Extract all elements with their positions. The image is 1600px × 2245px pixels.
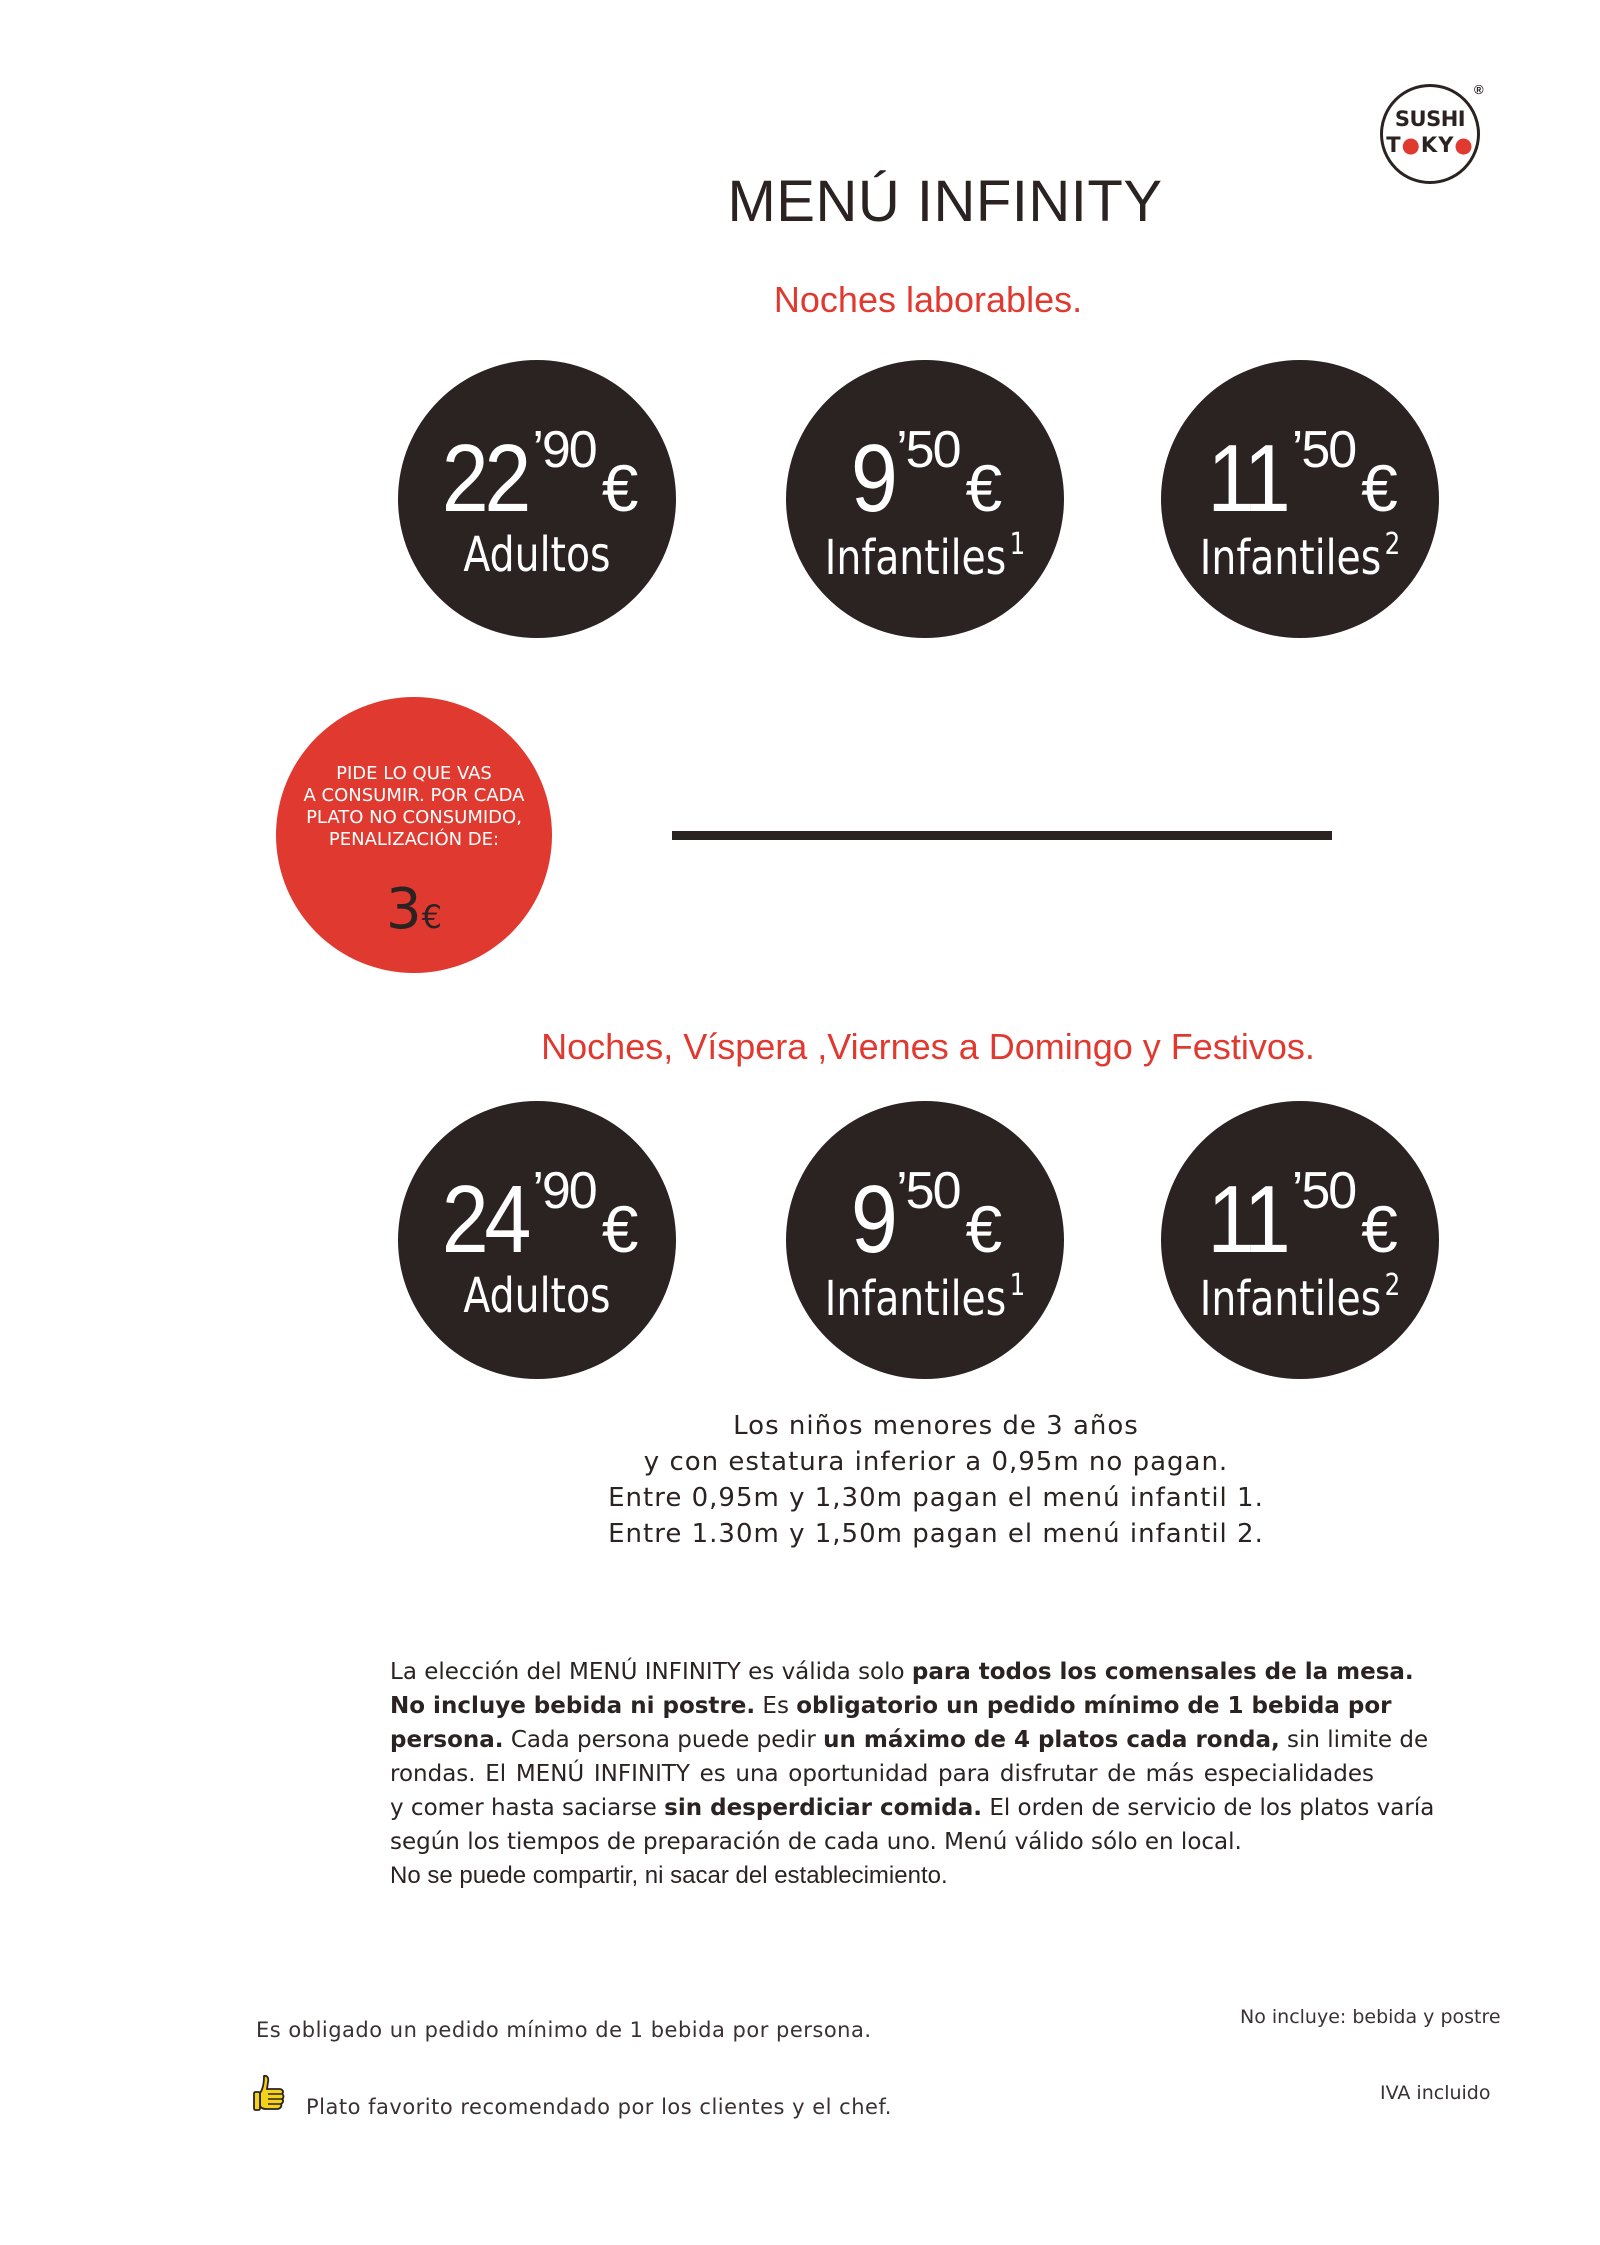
- price-value: 11 ’50€: [1207, 1162, 1398, 1273]
- kids-pricing-info: Los niños menores de 3 años y con estatura inferior a 0,95m no pagan. Entre 0,95m y 1,30m pagan el menú infantil 1. Entre 1.30m y 1,50m pagan el menú infantil 2.: [608, 1411, 1264, 1549]
- divider: [672, 831, 1332, 840]
- price-value: 9’50€: [850, 421, 1003, 532]
- price-label: Adultos: [463, 1268, 611, 1324]
- price-circle-kids2-weeknight: [1161, 360, 1439, 638]
- conditions-text: La elección del MENÚ INFINITY es válida solo para todos los comensales de la mesa. No incluye bebida ni postre. Es obligatorio un pedido mínimo de 1 bebida por persona. Cada persona puede pedir un máximo de 4 platos cada ronda, sin limite de rondas. El MENÚ INFINITY es una oportunidad para disfrutar de más especialidades y comer hasta saciarse sin desperdiciar comida. El orden de servicio de los platos varía según los tiempos de preparación de cada uno. Menú válido sólo en local. No se puede compartir, ni sacar del establecimiento.: [390, 1659, 1435, 1889]
- penalty-text: PIDE LO QUE VAS A CONSUMIR. POR CADA PLATO NO CONSUMIDO, PENALIZACIÓN DE:: [303, 763, 525, 850]
- page-title: MENÚ INFINITY: [727, 169, 1163, 234]
- price-label: Infantiles $^2$: [1199, 1268, 1401, 1327]
- price-circle-adults-weeknight: [398, 360, 676, 638]
- min-drink-note: Es obligado un pedido mínimo de 1 bebida por persona.: [256, 2018, 872, 2042]
- price-value: 11 ’50€: [1207, 421, 1398, 532]
- price-label: Infantiles $^1$: [824, 1268, 1026, 1327]
- price-circle-kids1-weekend: [786, 1101, 1064, 1379]
- penalty-amount: 3€: [386, 877, 442, 942]
- price-circle-kids1-weeknight: [786, 360, 1064, 638]
- registered-mark: ®: [1474, 82, 1484, 97]
- weeknights-heading: Noches laborables.: [773, 279, 1083, 320]
- price-circle-adults-weekend: [398, 1101, 676, 1379]
- price-label: Infantiles $^1$: [824, 527, 1026, 586]
- favorite-dish-note: Plato favorito recomendado por los clientes y el chef.: [306, 2095, 892, 2119]
- weekend-heading: Noches, Víspera ,Viernes a Domingo y Festivos.: [541, 1026, 1315, 1067]
- not-included-note: No incluye: bebida y postre: [1240, 2006, 1501, 2028]
- vat-note: IVA incluido: [1380, 2082, 1491, 2104]
- price-value: 9’50€: [850, 1162, 1003, 1273]
- logo-line-2: T●KY●: [1386, 133, 1474, 157]
- price-value: 22 ’90€: [441, 421, 639, 532]
- price-label: Adultos: [463, 527, 611, 583]
- logo-line-1: SUSHI: [1394, 107, 1466, 131]
- thumbs-up-icon: [252, 2074, 286, 2120]
- price-label: Infantiles $^2$: [1199, 527, 1401, 586]
- penalty-circle: [276, 697, 552, 973]
- price-circle-kids2-weekend: [1161, 1101, 1439, 1379]
- price-value: 24 ’90€: [441, 1162, 639, 1273]
